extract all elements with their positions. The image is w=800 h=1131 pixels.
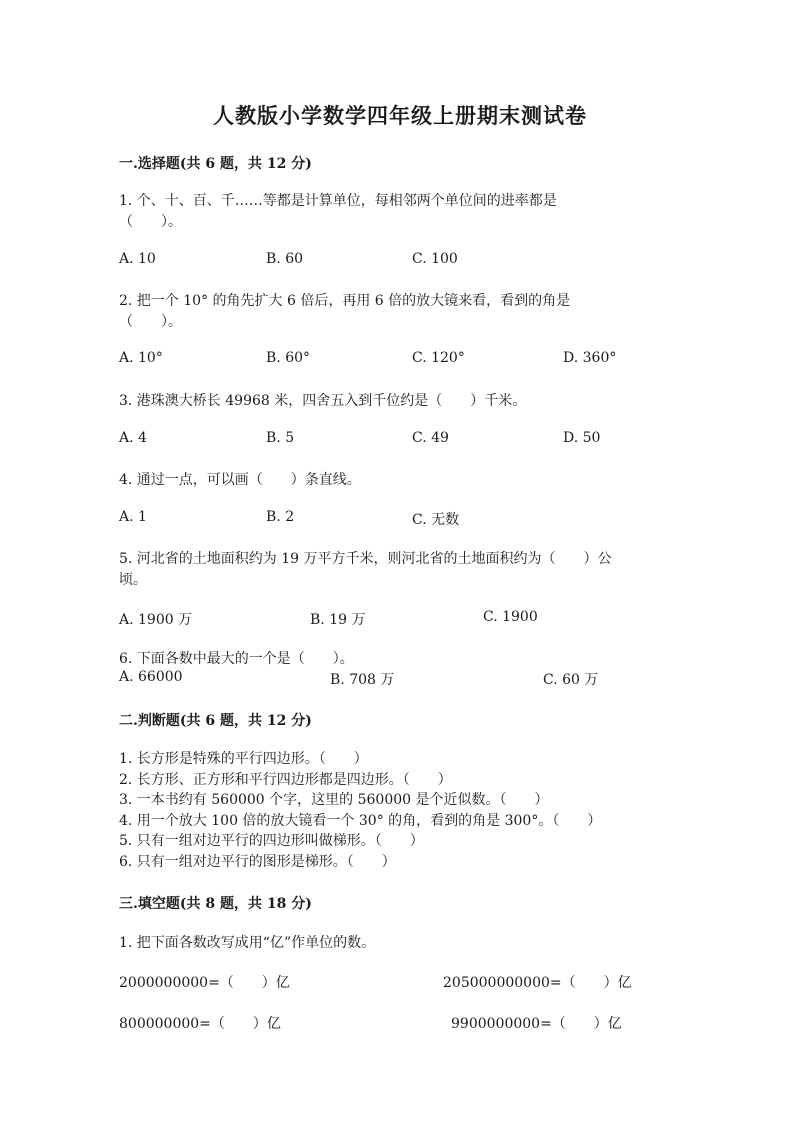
option-b: B. 5 — [266, 430, 295, 446]
option-a: A. 10 — [119, 251, 156, 267]
option-a: A. 66000 — [119, 669, 183, 685]
option-c: C. 无数 — [412, 512, 460, 528]
option-c: C. 1900 — [483, 609, 538, 625]
option-a: A. 10° — [119, 350, 163, 366]
option-a: A. 1 — [119, 509, 147, 525]
option-c: C. 100 — [412, 251, 458, 267]
option-a: A. 1900 万 — [119, 612, 193, 628]
option-a: A. 4 — [119, 430, 147, 446]
option-b: B. 708 万 — [330, 672, 395, 688]
question-text: 1. 个、十、百、千……等都是计算单位，每相邻两个单位间的进率都是 — [119, 193, 557, 209]
question-text: 5. 河北省的土地面积约为 19 万平方千米，则河北省的土地面积约为（ ）公 — [119, 551, 612, 567]
option-c: C. 120° — [412, 350, 465, 366]
option-c: C. 49 — [412, 430, 449, 446]
option-d: D. 50 — [563, 430, 601, 446]
question-text: 顷。 — [119, 572, 147, 588]
list-item: 1. 长方形是特殊的平行四边形。（ ） — [119, 751, 368, 767]
question-text: 3. 港珠澳大桥长 49968 米，四舍五入到千位约是（ ）千米。 — [119, 393, 527, 409]
list-item: 2. 长方形、正方形和平行四边形都是四边形。（ ） — [119, 772, 452, 788]
option-c: C. 60 万 — [543, 672, 599, 688]
question-text: 1. 把下面各数改写成用“亿”作单位的数。 — [119, 935, 376, 951]
fill-in-item: 9900000000=（ ）亿 — [451, 1016, 622, 1032]
question-text: 4. 通过一点，可以画（ ）条直线。 — [119, 472, 361, 488]
option-b: B. 60° — [266, 350, 311, 366]
section-heading-choice: 一.选择题(共 6 题，共 12 分) — [119, 156, 312, 172]
list-item: 6. 只有一组对边平行的图形是梯形。（ ） — [119, 854, 396, 870]
fill-in-item: 2000000000=（ ）亿 — [119, 975, 290, 991]
section-heading-judgement: 二.判断题(共 6 题，共 12 分) — [119, 713, 312, 729]
list-item: 4. 用一个放大 100 倍的放大镜看一个 30° 的角，看到的角是 300°。（ ） — [119, 813, 602, 829]
list-item: 5. 只有一组对边平行的四边形叫做梯形。（ ） — [119, 833, 424, 849]
fill-in-item: 205000000000=（ ）亿 — [443, 975, 632, 991]
list-item: 3. 一本书约有 560000 个字，这里的 560000 是个近似数。（ ） — [119, 792, 549, 808]
option-b: B. 60 — [266, 251, 304, 267]
question-text: 2. 把一个 10° 的角先扩大 6 倍后，再用 6 倍的放大镜来看，看到的角是 — [119, 293, 571, 309]
option-d: D. 360° — [563, 350, 617, 366]
option-b: B. 2 — [266, 509, 295, 525]
fill-in-item: 800000000=（ ）亿 — [119, 1016, 281, 1032]
section-heading-fill-in: 三.填空题(共 8 题，共 18 分) — [119, 896, 312, 912]
option-b: B. 19 万 — [310, 612, 366, 628]
question-text: （ ）。 — [119, 314, 182, 330]
question-text: （ ）。 — [119, 214, 182, 230]
page-title: 人教版小学数学四年级上册期末测试卷 — [213, 103, 587, 128]
question-text: 6. 下面各数中最大的一个是（ ）。 — [119, 651, 354, 667]
